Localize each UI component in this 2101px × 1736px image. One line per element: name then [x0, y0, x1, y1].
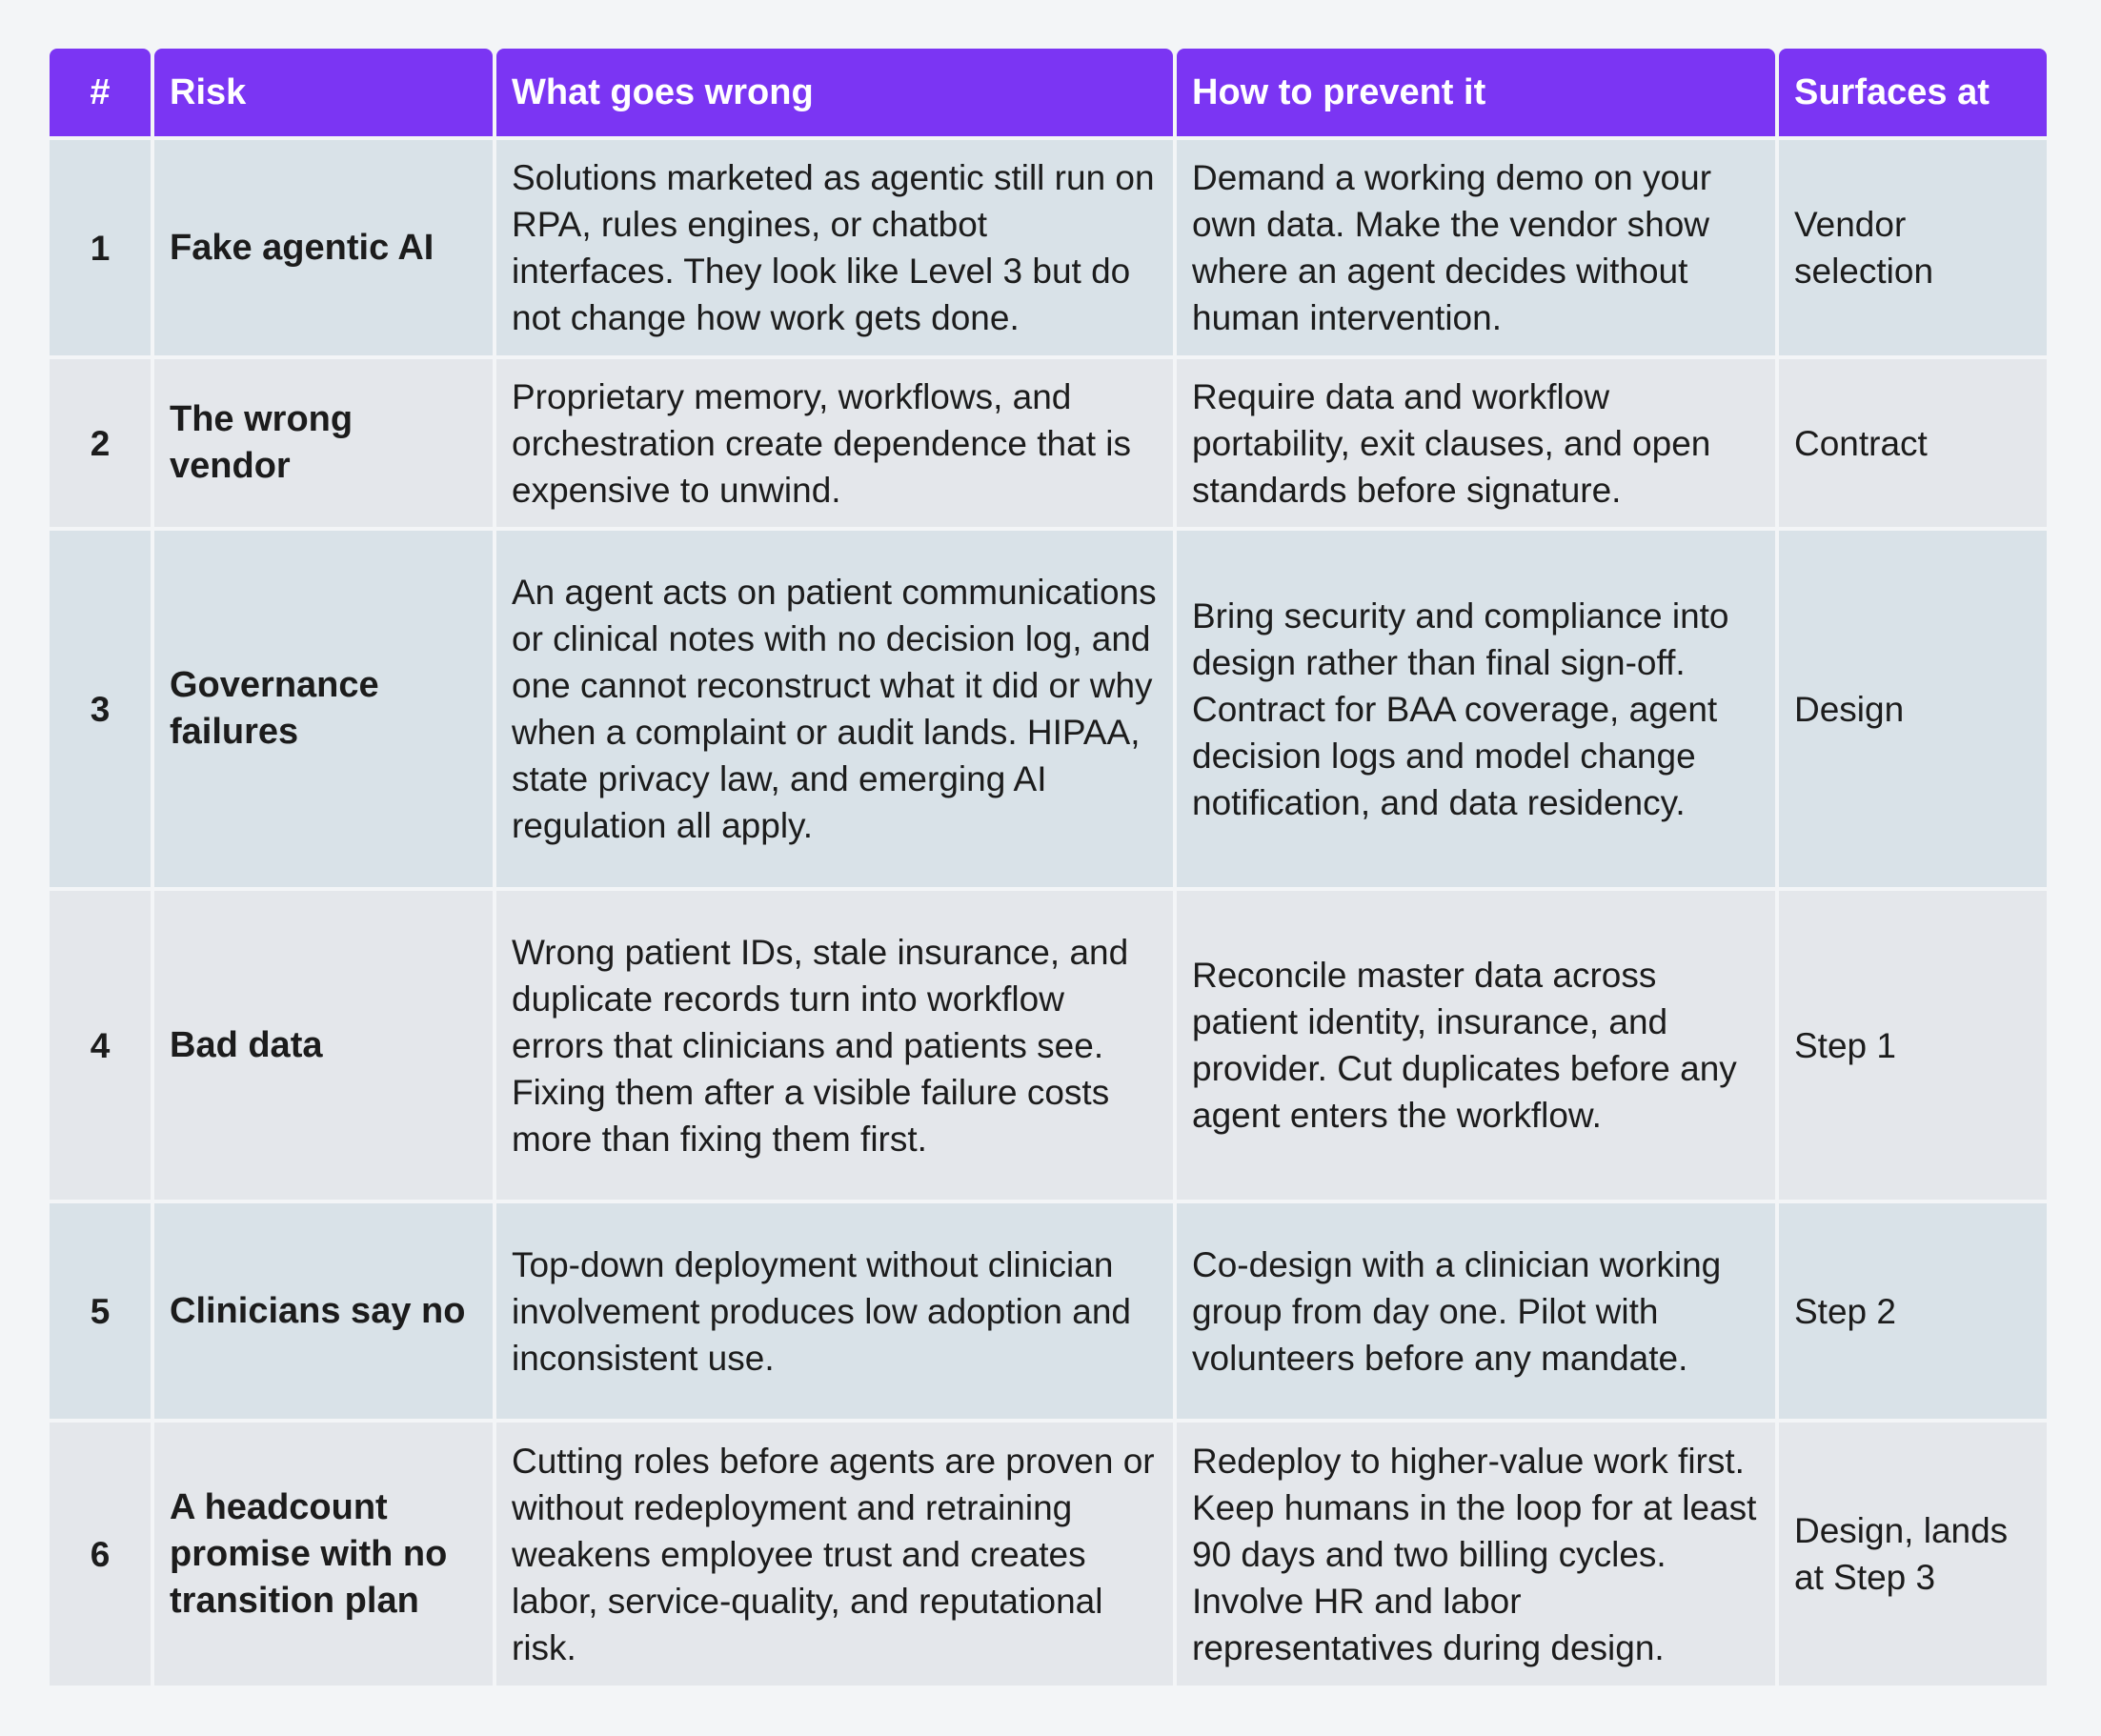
surfaces-at-cell: Design, lands at Step 3: [1779, 1423, 2047, 1686]
table-row: [50, 359, 2047, 527]
table-row: [50, 1203, 2047, 1419]
header-risk: Risk: [154, 49, 493, 136]
row-number: 3: [50, 531, 151, 887]
how-to-prevent-cell: Require data and workflow portability, exit clauses, and open standards before signature.: [1177, 359, 1775, 527]
what-goes-wrong-cell: Solutions marketed as agentic still run on RPA, rules engines, or chatbot interfaces. They look like Level 3 but do not change how work gets done.: [496, 140, 1173, 355]
table-header: [50, 49, 2047, 136]
table-body: [50, 140, 2047, 1686]
what-goes-wrong-cell: Proprietary memory, workflows, and orchestration create dependence that is expensive to unwind.: [496, 359, 1173, 527]
risk-name: Clinicians say no: [154, 1203, 493, 1419]
header-row: [50, 49, 2047, 136]
risk-table: [46, 45, 2050, 1689]
table-row: [50, 891, 2047, 1200]
risk-name: Fake agentic AI: [154, 140, 493, 355]
risk-name: Governance failures: [154, 531, 493, 887]
how-to-prevent-cell: Redeploy to higher-value work first. Keep humans in the loop for at least 90 days and two billing cycles. Involve HR and labor representatives during design.: [1177, 1423, 1775, 1686]
what-goes-wrong-cell: Wrong patient IDs, stale insurance, and duplicate records turn into workflow errors that clinicians and patients see. Fixing them after a visible failure costs more than fixing them first.: [496, 891, 1173, 1200]
risk-name: A headcount promise with no transition plan: [154, 1423, 493, 1686]
header-what-goes-wrong: What goes wrong: [496, 49, 1173, 136]
how-to-prevent-cell: Reconcile master data across patient identity, insurance, and provider. Cut duplicates before any agent enters the workflow.: [1177, 891, 1775, 1200]
surfaces-at-cell: Design: [1779, 531, 2047, 887]
risk-name: The wrong vendor: [154, 359, 493, 527]
row-number: 1: [50, 140, 151, 355]
how-to-prevent-cell: Bring security and compliance into design rather than final sign-off. Contract for BAA coverage, agent decision logs and model change notification, and data residency.: [1177, 531, 1775, 887]
surfaces-at-cell: Contract: [1779, 359, 2047, 527]
header-how-to-prevent: How to prevent it: [1177, 49, 1775, 136]
what-goes-wrong-cell: Cutting roles before agents are proven or without redeployment and retraining weakens employee trust and creates labor, service-quality, and reputational risk.: [496, 1423, 1173, 1686]
row-number: 4: [50, 891, 151, 1200]
what-goes-wrong-cell: Top-down deployment without clinician involvement produces low adoption and inconsistent use.: [496, 1203, 1173, 1419]
surfaces-at-cell: Step 1: [1779, 891, 2047, 1200]
header-number: #: [50, 49, 151, 136]
what-goes-wrong-cell: An agent acts on patient communications or clinical notes with no decision log, and one cannot reconstruct what it did or why when a complaint or audit lands. HIPAA, state privacy law, and emerging AI regulation all apply.: [496, 531, 1173, 887]
table-row: [50, 140, 2047, 355]
row-number: 5: [50, 1203, 151, 1419]
table-row: [50, 531, 2047, 887]
row-number: 2: [50, 359, 151, 527]
surfaces-at-cell: Vendor selection: [1779, 140, 2047, 355]
table-row: [50, 1423, 2047, 1686]
header-surfaces-at: Surfaces at: [1779, 49, 2047, 136]
how-to-prevent-cell: Co-design with a clinician working group from day one. Pilot with volunteers before any mandate.: [1177, 1203, 1775, 1419]
surfaces-at-cell: Step 2: [1779, 1203, 2047, 1419]
risk-table-container: [50, 49, 2050, 1686]
how-to-prevent-cell: Demand a working demo on your own data. Make the vendor show where an agent decides without human intervention.: [1177, 140, 1775, 355]
row-number: 6: [50, 1423, 151, 1686]
risk-name: Bad data: [154, 891, 493, 1200]
